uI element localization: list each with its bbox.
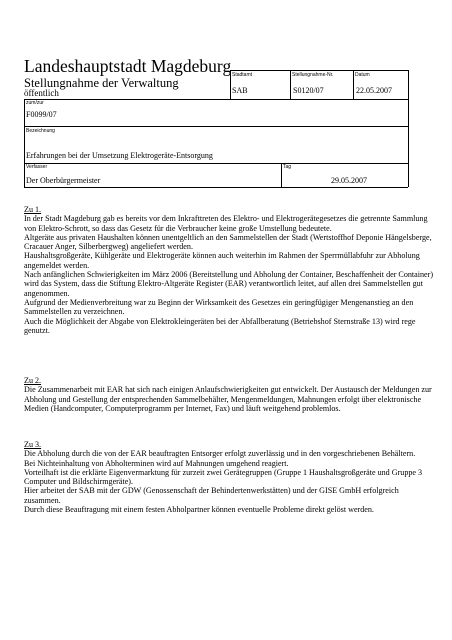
paragraph: Die Abholung durch die von der EAR beauftragten Entsorger erfolgt zuverlässig und in den vorgeschriebenen Behältern.	[24, 449, 416, 459]
section-heading: Zu 3.	[24, 440, 42, 449]
zum-zur-value: F0099/07	[26, 110, 57, 119]
paragraph: Altgeräte aus privaten Haushalten können unentgeltlich an den Sammelstellen der Stadt (Wertstoffhof Deponie Hängelsberge, Cracauer Anger, Silberbergweg) angeliefert werden.	[24, 232, 432, 252]
grid-line	[290, 70, 291, 100]
document-title: Landeshauptstadt Magdeburg	[24, 56, 232, 76]
classification-label: öffentlich	[24, 88, 59, 98]
grid-line	[408, 70, 409, 187]
grid-line	[24, 163, 408, 164]
datum-value: 22.05.2007	[356, 86, 392, 95]
bezeichnung-value: Erfahrungen bei der Umsetzung Elektrogeräte-Entsorgung	[26, 151, 213, 160]
document-subtitle: Stellungnahme der Verwaltung	[24, 76, 179, 90]
stellungnahme-nr-value: S0120/07	[293, 86, 324, 95]
grid-line	[353, 70, 354, 100]
tag-value: 29.05.2007	[331, 176, 367, 185]
verfasser-label: Verfasser	[26, 164, 48, 170]
section-2	[24, 376, 434, 413]
paragraph: Die Zusammenarbeit mit EAR hat sich nach einigen Anlaufschwierigkeiten gut entwickelt. Der Austausch der Meldungen zur Abholung und Gestellung der entsprechenden Sammelbehälter, Mengenmeldungen, Mahnungen erfolgt über elektronische Medien (Handcomputer, Computerprogramm per Internet, Fax) und läuft weitgehend problemlos.	[24, 385, 432, 413]
tag-label: Tag	[283, 164, 292, 170]
stadtamt-value: SAB	[232, 86, 248, 95]
paragraph: Vorteilhaft ist die erklärte Eigenvermarktung für zurzeit zwei Gerätegruppen (Gruppe 1 Haushaltsgroßgeräte und Gruppe 3 Computer und Bildschirmgeräte).	[24, 467, 423, 487]
paragraph: In der Stadt Magdeburg gab es bereits vor dem Inkrafttreten des Elektro- und Elektrogerätegesetzes die getrennte Sammlung von Elektro-Schrott, so dass das Gesetz für die Verbraucher keine große Umstellung bedeutete.	[24, 214, 428, 233]
section-3	[24, 440, 434, 514]
grid-line	[24, 126, 408, 127]
section-heading: Zu 1.	[24, 205, 42, 214]
grid-line	[230, 70, 231, 100]
grid-line	[281, 163, 282, 187]
stadtamt-label: Stadtamt	[232, 72, 253, 78]
section-1	[24, 205, 434, 335]
grid-line	[24, 99, 25, 187]
paragraph: Auch die Möglichkeit der Abgabe von Elektrokleingeräten bei der Abfallberatung (Betriebshof Sternstraße 13) wird rege genutzt.	[24, 316, 416, 335]
datum-label: Datum	[355, 72, 370, 78]
zum-zur-label: zum/zur	[26, 100, 44, 106]
paragraph: Bei Nichteinhaltung von Abholterminen wird auf Mahnungen umgehend reagiert.	[24, 458, 289, 468]
paragraph: Haushaltsgroßgeräte, Kühlgeräte und Elektrogeräte können auch weiterhin im Rahmen der Sperrmüllabfuhr zur Abholung angemeldet werden.	[24, 251, 420, 270]
paragraph: Hier arbeitet der SAB mit der GDW (Genossenschaft der Behindertenwerkstätten) und der GISE GmbH erfolgreich zusammen.	[24, 486, 399, 505]
stellungnahme-nr-label: Stellungnahme-Nr.	[292, 72, 334, 78]
bezeichnung-label: Bezeichnung	[26, 128, 55, 134]
grid-line	[230, 70, 408, 71]
grid-line	[24, 99, 408, 100]
section-heading: Zu 2.	[24, 376, 42, 385]
paragraph: Aufgrund der Medienverbreitung war zu Beginn der Wirksamkeit des Gesetzes ein geringfügiger Mengenanstieg an den Sammelstellen zu verzeichnen.	[24, 297, 414, 317]
paragraph: Durch diese Beauftragung mit einem festen Abholpartner können eventuelle Probleme direkt gelöst werden.	[24, 505, 374, 515]
verfasser-value: Der Oberbürgermeister	[26, 176, 101, 185]
grid-line	[24, 187, 408, 188]
paragraph: Nach anfänglichen Schwierigkeiten im März 2006 (Bereitstellung und Abholung der Container, Beschaffenheit der Container) wird das System, dass die Stiftung Elektro-Altgeräte Register (EAR) verantwortlich leitet, auf allen drei Sammelstellen gut angenommen.	[24, 270, 434, 298]
